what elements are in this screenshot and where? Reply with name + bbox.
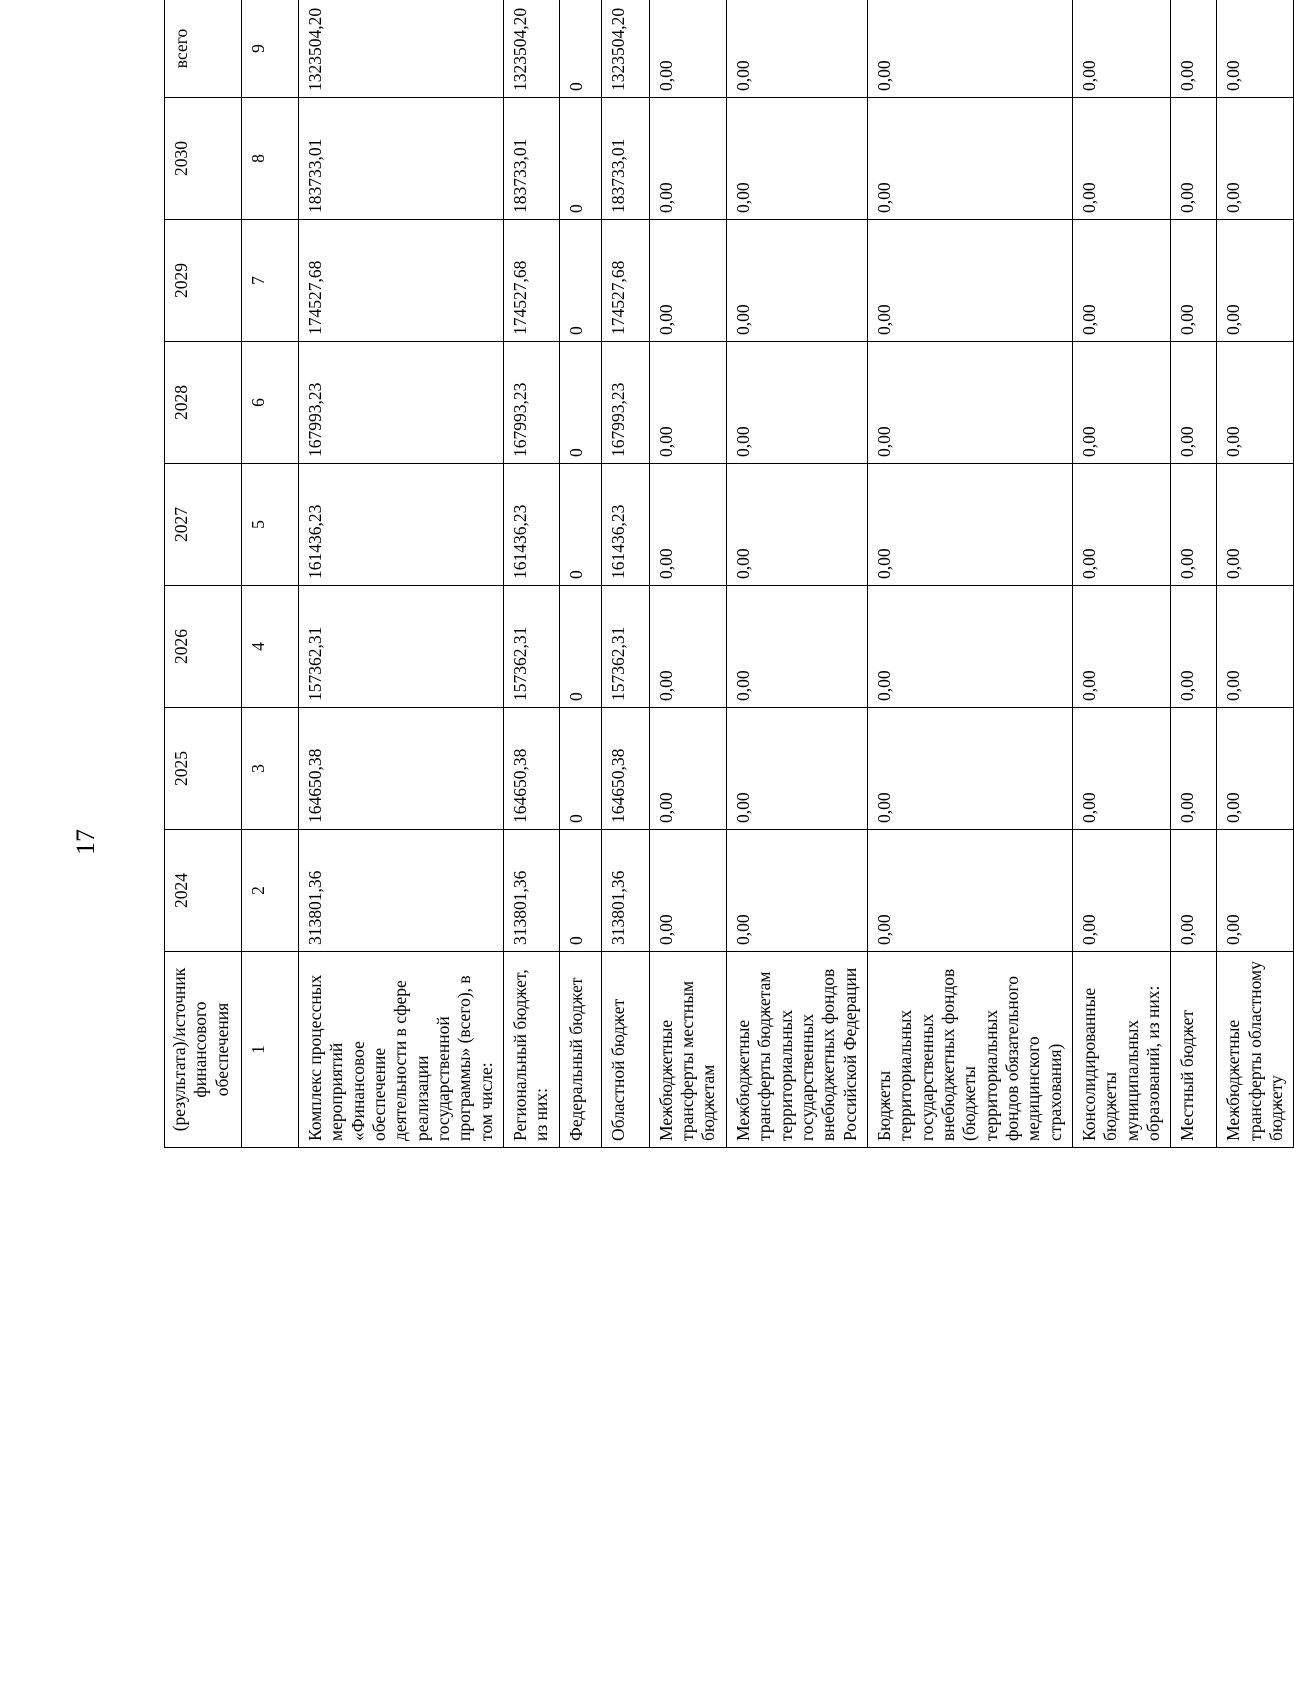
value-cell: 0,00 (1072, 98, 1170, 220)
table-row (1072, 0, 1170, 1148)
value-cell: 0,00 (1072, 220, 1170, 342)
value-cell: 0,00 (649, 586, 726, 708)
table-row (601, 0, 649, 1148)
value-cell: 0,00 (726, 586, 867, 708)
value-cell: 0 (559, 342, 601, 464)
value-cell: 183733,01 (299, 98, 504, 220)
page-number: 17 (71, 829, 100, 855)
value-cell: 0 (559, 220, 601, 342)
row-label: Областной бюджет (601, 952, 649, 1148)
table-row (1171, 0, 1217, 1148)
value-cell: 1323504,20 (299, 0, 504, 98)
header-year-cell: 2024 (165, 830, 242, 952)
value-cell: 0,00 (649, 220, 726, 342)
value-cell: 0,00 (726, 220, 867, 342)
header-total-cell: всего (165, 0, 242, 98)
value-cell: 313801,36 (601, 830, 649, 952)
value-cell: 0 (559, 830, 601, 952)
value-cell: 0,00 (1171, 0, 1217, 98)
value-cell: 167993,23 (504, 342, 560, 464)
value-cell: 0,00 (726, 464, 867, 586)
value-cell: 157362,31 (601, 586, 649, 708)
value-cell: 0,00 (1217, 830, 1294, 952)
value-cell: 157362,31 (504, 586, 560, 708)
table-row (867, 0, 1072, 1148)
header-row (165, 0, 242, 1148)
value-cell: 0,00 (867, 586, 1072, 708)
row-label: Региональный бюджет, из них: (504, 952, 560, 1148)
value-cell: 0,00 (1171, 220, 1217, 342)
row-label: Бюджеты территориальных государственных внебюджетных фондов (бюджеты территориальных фондов обязательного медицинского страхования) (867, 952, 1072, 1148)
value-cell: 0,00 (867, 220, 1072, 342)
value-cell: 0,00 (1072, 0, 1170, 98)
value-cell: 0,00 (1217, 98, 1294, 220)
column-number-cell: 1 (242, 952, 299, 1148)
value-cell: 0,00 (1072, 342, 1170, 464)
value-cell: 0,00 (649, 708, 726, 830)
value-cell: 0,00 (1072, 464, 1170, 586)
value-cell: 0,00 (1217, 220, 1294, 342)
table-row (649, 0, 726, 1148)
table-row (726, 0, 867, 1148)
header-year-cell: 2027 (165, 464, 242, 586)
value-cell: 0,00 (1072, 708, 1170, 830)
value-cell: 0,00 (726, 98, 867, 220)
header-year-cell: 2030 (165, 98, 242, 220)
value-cell: 0,00 (1072, 586, 1170, 708)
column-number-cell: 6 (242, 342, 299, 464)
value-cell: 167993,23 (601, 342, 649, 464)
value-cell: 183733,01 (504, 98, 560, 220)
value-cell: 174527,68 (299, 220, 504, 342)
column-number-cell: 9 (242, 0, 299, 98)
table-row (559, 0, 601, 1148)
value-cell: 1323504,20 (504, 0, 560, 98)
financing-table (164, 0, 1294, 1148)
value-cell: 0,00 (1171, 342, 1217, 464)
value-cell: 161436,23 (299, 464, 504, 586)
column-number-cell: 2 (242, 830, 299, 952)
column-number-row (242, 0, 299, 1148)
header-year-cell: 2025 (165, 708, 242, 830)
column-number-cell: 4 (242, 586, 299, 708)
value-cell: 0,00 (649, 830, 726, 952)
table-row (1217, 0, 1294, 1148)
value-cell: 0 (559, 0, 601, 98)
value-cell: 313801,36 (299, 830, 504, 952)
row-label: Федеральный бюджет (559, 952, 601, 1148)
value-cell: 174527,68 (601, 220, 649, 342)
value-cell: 0,00 (726, 830, 867, 952)
rotated-table-container (164, 7, 1287, 1148)
table-row (299, 0, 504, 1148)
value-cell: 0,00 (726, 0, 867, 98)
value-cell: 0,00 (1217, 586, 1294, 708)
value-cell: 0,00 (867, 464, 1072, 586)
header-name-cell: (результата)/источник финансового обеспечения (165, 952, 242, 1148)
value-cell: 0,00 (726, 708, 867, 830)
value-cell: 0,00 (1217, 464, 1294, 586)
value-cell: 0,00 (1171, 830, 1217, 952)
value-cell: 161436,23 (601, 464, 649, 586)
value-cell: 0,00 (867, 830, 1072, 952)
value-cell: 0,00 (649, 342, 726, 464)
value-cell: 1323504,20 (601, 0, 649, 98)
header-year-cell: 2029 (165, 220, 242, 342)
column-number-cell: 7 (242, 220, 299, 342)
value-cell: 174527,68 (504, 220, 560, 342)
value-cell: 167993,23 (299, 342, 504, 464)
value-cell: 0,00 (649, 0, 726, 98)
value-cell: 0,00 (867, 0, 1072, 98)
row-label: Комплекс процессных мероприятий «Финансовое обеспечение деятельности в сфере реализации государственной программы» (всего), в том числе: (299, 952, 504, 1148)
value-cell: 313801,36 (504, 830, 560, 952)
value-cell: 0,00 (1217, 342, 1294, 464)
value-cell: 0,00 (867, 98, 1072, 220)
value-cell: 0,00 (649, 464, 726, 586)
row-label: Межбюджетные трансферты местным бюджетам (649, 952, 726, 1148)
value-cell: 0 (559, 586, 601, 708)
column-number-cell: 8 (242, 98, 299, 220)
value-cell: 0,00 (1171, 708, 1217, 830)
value-cell: 0,00 (1171, 464, 1217, 586)
value-cell: 0,00 (1217, 708, 1294, 830)
header-year-cell: 2026 (165, 586, 242, 708)
value-cell: 0,00 (649, 98, 726, 220)
value-cell: 0,00 (1072, 830, 1170, 952)
header-year-cell: 2028 (165, 342, 242, 464)
value-cell: 0,00 (867, 708, 1072, 830)
column-number-cell: 3 (242, 708, 299, 830)
value-cell: 164650,38 (504, 708, 560, 830)
value-cell: 0 (559, 708, 601, 830)
value-cell: 0,00 (1217, 0, 1294, 98)
value-cell: 164650,38 (601, 708, 649, 830)
value-cell: 0 (559, 98, 601, 220)
value-cell: 183733,01 (601, 98, 649, 220)
value-cell: 164650,38 (299, 708, 504, 830)
row-label: Консолидированные бюджеты муниципальных образований, из них: (1072, 952, 1170, 1148)
value-cell: 157362,31 (299, 586, 504, 708)
value-cell: 0,00 (726, 342, 867, 464)
value-cell: 0,00 (1171, 98, 1217, 220)
value-cell: 0 (559, 464, 601, 586)
value-cell: 0,00 (867, 342, 1072, 464)
row-label: Межбюджетные трансферты бюджетам территориальных государственных внебюджетных фондов Российской Федерации (726, 952, 867, 1148)
table-row (504, 0, 560, 1148)
column-number-cell: 5 (242, 464, 299, 586)
value-cell: 161436,23 (504, 464, 560, 586)
value-cell: 0,00 (1171, 586, 1217, 708)
row-label: Местный бюджет (1171, 952, 1217, 1148)
row-label: Межбюджетные трансферты областному бюджету (1217, 952, 1294, 1148)
